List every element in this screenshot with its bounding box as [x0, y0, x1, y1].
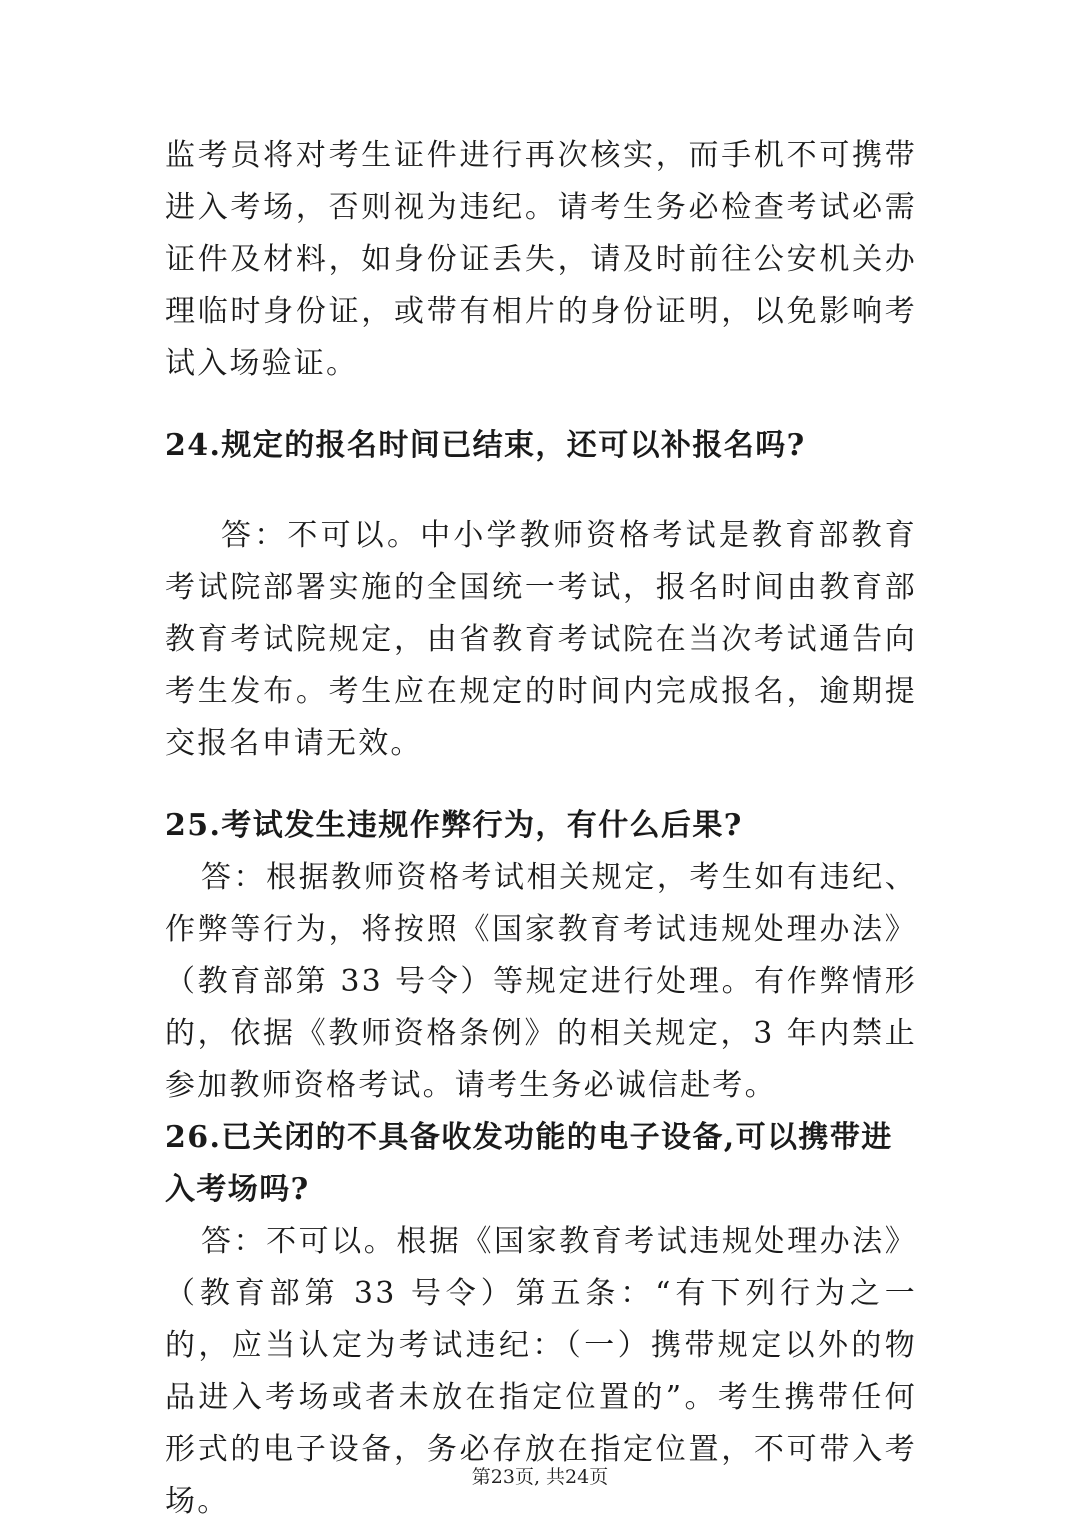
- question-25-heading: 25.考试发生违规作弊行为，有什么后果?: [165, 808, 743, 843]
- intro-paragraph: 监考员将对考生证件进行再次核实，而手机不可携带进入考场，否则视为违纪。请考生务必检查考试必需证件及材料，如身份证丢失，请及时前往公安机关办理临时身份证，或带有相片的身份证明，以免影响考试入场验证。: [165, 138, 917, 381]
- answer-24-paragraph: 答：不可以。中小学教师资格考试是教育部教育考试院部署实施的全国统一考试，报名时间由教育部教育考试院规定，由省教育考试院在当次考试通告向考生发布。考生应在规定的时间内完成报名，逾期提交报名申请无效。: [165, 518, 917, 761]
- answer-25-paragraph: 答：根据教师资格考试相关规定，考生如有违纪、作弊等行为，将按照《国家教育考试违规处理办法》（教育部第 33 号令）等规定进行处理。有作弊情形的，依据《教师资格条例》的相关规定，3 年内禁止参加教师资格考试。请考生务必诚信赴考。: [165, 860, 917, 1103]
- page-number-footer: 第23页, 共24页: [471, 1466, 609, 1488]
- question-26-heading: 26.已关闭的不具备收发功能的电子设备,可以携带进入考场吗?: [165, 1120, 893, 1207]
- document-page: [165, 130, 917, 1528]
- answer-26-paragraph: 答：不可以。根据《国家教育考试违规处理办法》（教育部第 33 号令）第五条：“有下列行为之一的，应当认定为考试违纪：（一）携带规定以外的物品进入考场或者未放在指定位置的”。考生携带任何形式的电子设备，务必存放在指定位置，不可带入考场。: [165, 1224, 917, 1519]
- question-24-heading: 24.规定的报名时间已结束，还可以补报名吗?: [165, 428, 806, 463]
